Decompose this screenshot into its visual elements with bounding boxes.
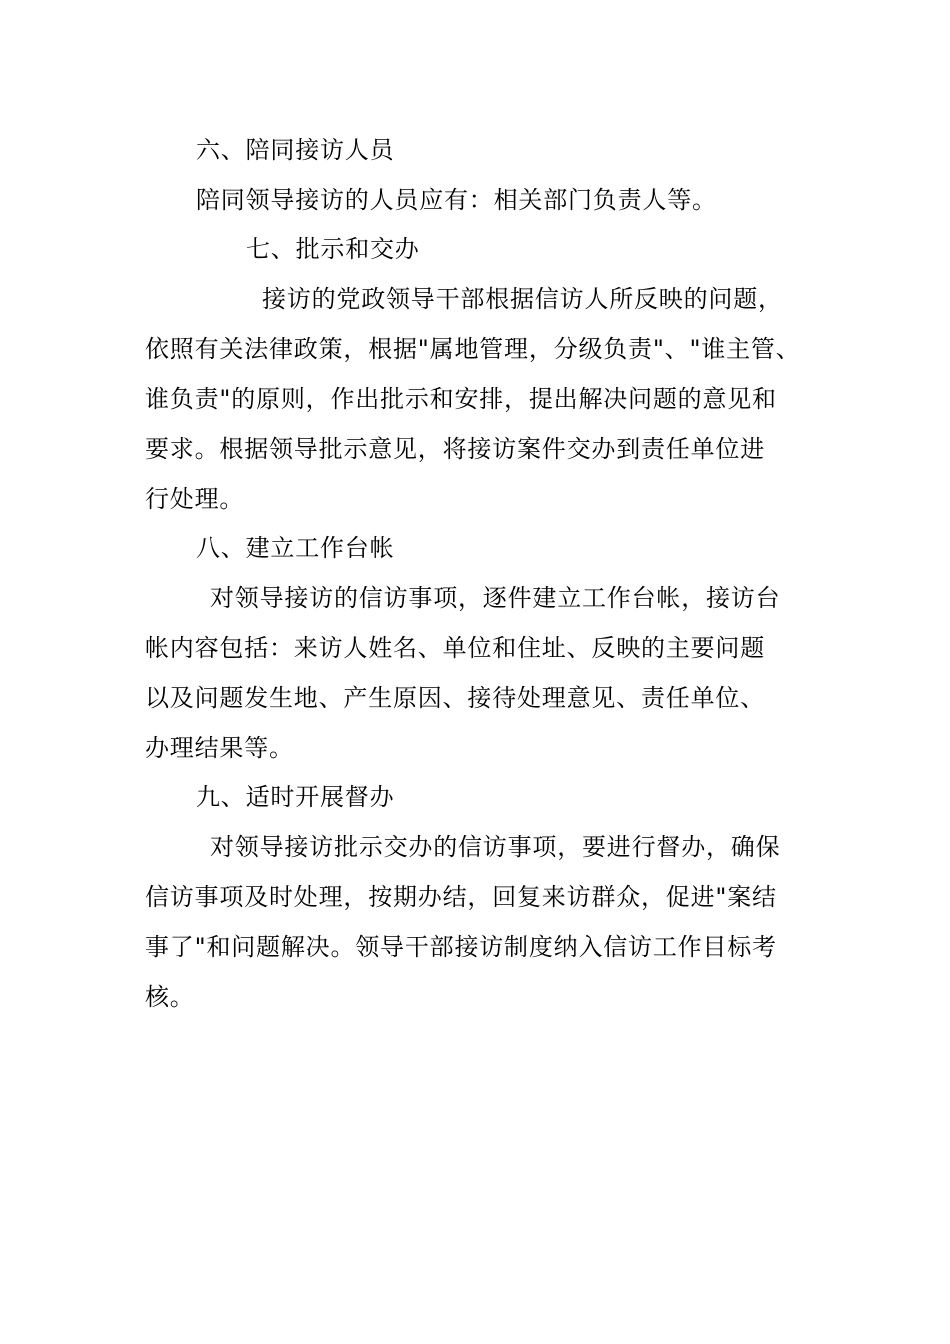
paragraph-line: 对领导接访批示交办的信访事项，要进行督办，确保 [210,833,781,861]
paragraph-line: 依照有关法律政策，根据"属地管理，分级负责"、"谁主管、 [145,335,801,363]
paragraph-line: 事了"和问题解决。领导干部接访制度纳入信访工作目标考 [145,933,777,961]
paragraph-line: 对领导接访的信访事项，逐件建立工作台帐，接访台 [210,584,781,612]
paragraph-line: 信访事项及时处理，按期办结，回复来访群众，促进"案结 [145,883,777,911]
heading-seven: 七、批示和交办 [246,235,420,263]
paragraph-line: 行处理。 [145,485,245,513]
paragraph-line: 要求。根据领导批示意见，将接访案件交办到责任单位进 [145,435,765,463]
paragraph-line: 接访的党政领导干部根据信访人所反映的问题， [262,285,783,313]
paragraph-line: 陪同领导接访的人员应有：相关部门负责人等。 [196,186,717,214]
heading-eight: 八、建立工作台帐 [196,534,395,562]
heading-nine: 九、适时开展督办 [196,783,395,811]
paragraph-line: 以及问题发生地、产生原因、接待处理意见、责任单位、 [145,684,765,712]
paragraph-line: 帐内容包括：来访人姓名、单位和住址、反映的主要问题 [145,634,765,662]
heading-six: 六、陪同接访人员 [196,136,395,164]
paragraph-line: 核。 [145,983,195,1011]
paragraph-line: 谁负责"的原则，作出批示和安排，提出解决问题的意见和 [145,385,777,413]
paragraph-line: 办理结果等。 [145,734,294,762]
